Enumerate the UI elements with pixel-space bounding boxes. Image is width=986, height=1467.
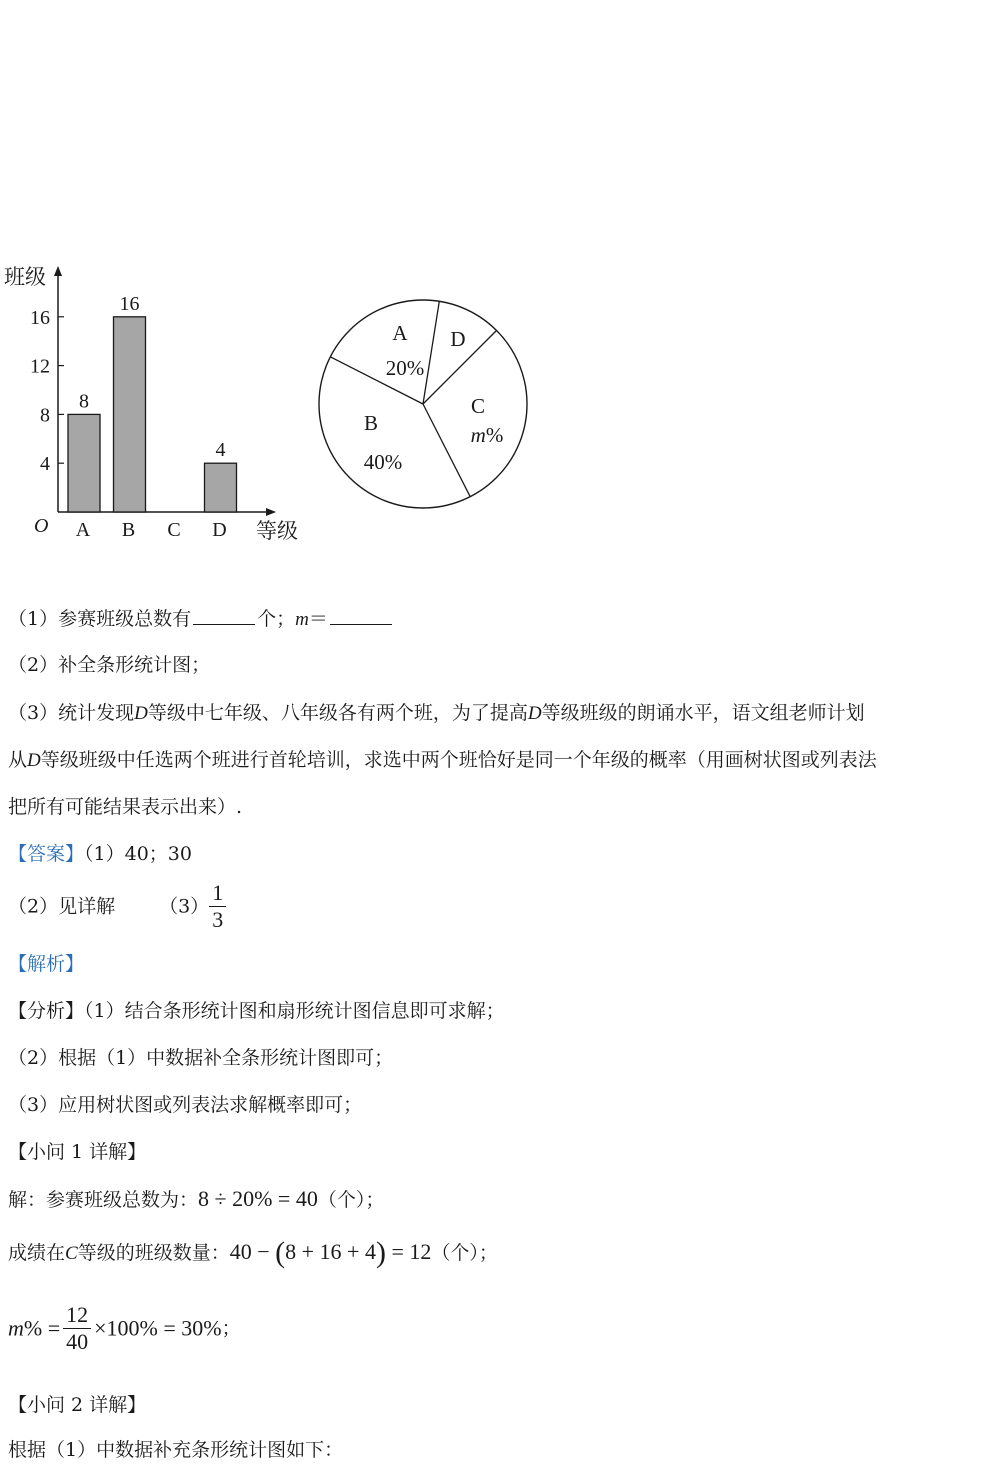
pie-label-D: D (450, 327, 466, 351)
sol2-paren-left: ( (275, 1236, 286, 1269)
pie-slice-boundary-D (423, 301, 439, 404)
analysis-line-1 (8, 999, 505, 1023)
sol2-mid: 等级的班级数量： (77, 1242, 230, 1264)
pie-percent-label-C: m% (470, 423, 504, 447)
answer-3-numerator: 1 (209, 880, 226, 907)
pie-chart (319, 300, 527, 508)
question-3-line-2 (8, 748, 877, 773)
q3-l1-var: D (134, 703, 148, 724)
q3-l1-var2: D (527, 703, 542, 724)
bar-A (68, 414, 100, 512)
x-tick-label-B: B (121, 519, 136, 541)
sol2-paren-right: ) (375, 1236, 386, 1269)
question-3-line-3: 把所有可能结果表示出来）. (8, 796, 243, 818)
sol3-fraction (63, 1302, 91, 1355)
answer-line-2 (8, 880, 226, 933)
sol3-numerator: 12 (63, 1302, 91, 1329)
bar-data-label-A: 8 (79, 390, 89, 413)
figure-area (0, 258, 540, 558)
fenxi-tag: 【分析】 (8, 1000, 85, 1022)
pie-percent-label-A: 20% (385, 356, 425, 380)
bar-data-label-D: 4 (215, 439, 226, 462)
analysis-line-2: （2）根据（1）中数据补全条形统计图即可； (8, 1047, 394, 1069)
q3-l2-b: 等级班级中任选两个班进行首轮培训，求选中两个班恰好是同一个年级的概率（用画树状图或列表法 (40, 749, 877, 771)
pie-label-B: B (363, 411, 379, 435)
y-tick-label: 16 (30, 306, 50, 329)
pie-slice-boundary-B (423, 404, 470, 497)
sol2-var: C (65, 1243, 78, 1264)
q3-l2-a: 从 (8, 749, 28, 771)
x-axis-label: 等级 (256, 519, 298, 543)
sol3-end: ； (221, 1317, 241, 1340)
sol2-unit: （个）； (431, 1242, 498, 1264)
y-tick-label: 12 (30, 355, 50, 378)
sol1-unit: （个）； (317, 1189, 385, 1211)
answer-2: （2）见详解 (8, 895, 116, 918)
q1-mid: 个； (257, 608, 296, 630)
q3-l1-b: 等级中七年级、八年级各有两个班，为了提高 (147, 702, 528, 724)
sol3-rest: ×100% = 30% (94, 1315, 222, 1341)
q1-eq: ＝ (308, 608, 328, 630)
y-tick-label: 4 (40, 453, 50, 476)
q3-l1-a: （3）统计发现 (8, 702, 135, 724)
answer-1: （1）40；30 (84, 843, 192, 865)
sol2-expr-inner: 8 + 16 + 4 (285, 1239, 376, 1264)
q1-blank-2[interactable] (330, 606, 392, 625)
sol3-eq: % = (23, 1315, 61, 1341)
q3-l1-c: 等级班级的朗诵水平，语文组老师计划 (541, 702, 865, 724)
analysis-tag: 【解析】 (8, 953, 85, 975)
bar-D (205, 463, 237, 512)
sol2-expr-b: = 12 (385, 1239, 432, 1264)
sub-question-2-tag: 【小问 2 详解】 (8, 1394, 147, 1416)
sol3-var: m (8, 1315, 24, 1341)
y-axis-arrow-icon (54, 266, 62, 276)
question-3-line-1 (8, 701, 865, 726)
y-tick-label: 8 (40, 404, 50, 427)
pie-label-A: A (392, 321, 408, 345)
q1-blank-1[interactable] (193, 606, 255, 625)
q1-var: m (295, 609, 309, 630)
answer-3-fraction (209, 880, 226, 933)
solution-line-2 (8, 1236, 498, 1269)
sol1-prefix: 解：参赛班级总数为： (8, 1189, 199, 1211)
x-tick-label-C: C (167, 519, 181, 541)
pie-percent-label-B: 40% (363, 450, 403, 474)
question-2: （2）补全条形统计图； (8, 654, 211, 676)
bar-chart (0, 258, 540, 558)
bar-data-label-B: 16 (119, 292, 140, 315)
q1-prefix: （1）参赛班级总数有 (8, 608, 192, 630)
x-axis-arrow-icon (266, 508, 276, 516)
answer-tag: 【答案】 (8, 843, 85, 865)
solution-line-1 (8, 1187, 384, 1212)
question-1 (8, 606, 394, 632)
x-tick-label-A: A (75, 519, 91, 541)
answer-3-prefix: （3） (159, 895, 210, 918)
x-tick-label-D: D (212, 519, 227, 541)
origin-label: O (34, 515, 49, 537)
y-axis-label: 班级 (4, 265, 46, 289)
fenxi-1: （1）结合条形统计图和扇形统计图信息即可求解； (84, 1000, 505, 1022)
answer-3-denominator: 3 (212, 907, 224, 932)
solution-line-3 (8, 1302, 241, 1355)
answer-line-1 (8, 842, 192, 866)
q3-l2-var: D (27, 750, 41, 771)
bar-B (114, 317, 146, 512)
sol2-prefix: 成绩在 (8, 1242, 66, 1264)
sub-question-1-tag: 【小问 1 详解】 (8, 1141, 147, 1163)
pie-label-C: C (470, 394, 486, 418)
sub-question-2-text: 根据（1）中数据补充条形统计图如下： (8, 1439, 344, 1461)
sol3-denominator: 40 (66, 1329, 89, 1354)
analysis-line-3: （3）应用树状图或列表法求解概率即可； (8, 1094, 363, 1116)
sol2-expr-a: 40 − (229, 1239, 276, 1264)
sol1-expr: 8 ÷ 20% = 40 (198, 1186, 318, 1211)
